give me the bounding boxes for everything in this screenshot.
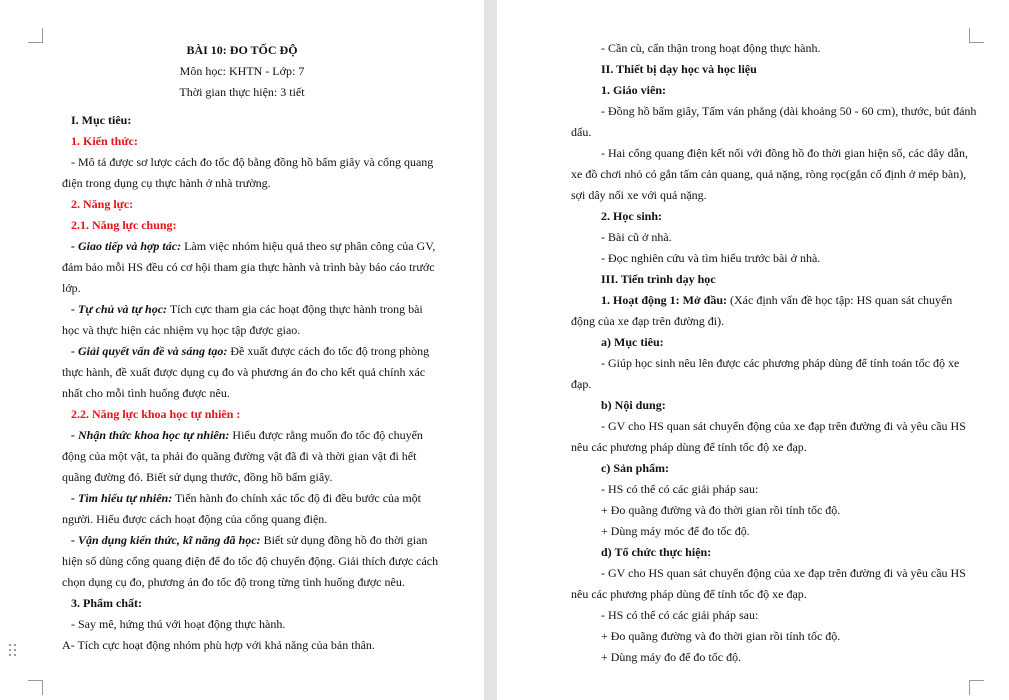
subheading: 2. Học sinh: bbox=[601, 209, 663, 223]
term-text: Tiến hành đo chính xác tốc độ đi đều bước của một bbox=[172, 491, 422, 505]
term-text: Tích cực tham gia các hoạt động thực hành trong bài bbox=[167, 302, 423, 316]
paragraph-line bbox=[601, 293, 952, 307]
paragraph-line bbox=[71, 533, 427, 547]
subject-line: Môn học: KHTN - Lớp: 7 bbox=[179, 64, 305, 78]
paragraph-line bbox=[71, 239, 435, 253]
paragraph-line bbox=[71, 344, 429, 358]
term-label: - Nhận thức khoa học tự nhiên: bbox=[71, 428, 230, 442]
term-label: - Giao tiếp và hợp tác: bbox=[71, 239, 182, 253]
activity-label: 1. Hoạt động 1: Mở đầu: bbox=[601, 293, 727, 307]
subheading: b) Nội dung: bbox=[601, 398, 666, 412]
paragraph-line: - GV cho HS quan sát chuyển động của xe đạp trên đường đi và yêu cầu HS bbox=[601, 419, 966, 433]
term-label: - Giải quyết vấn đề và sáng tạo: bbox=[71, 344, 228, 358]
paragraph-line: - Đọc nghiên cứu và tìm hiểu trước bài ở nhà. bbox=[601, 251, 821, 265]
margin-corner-mark bbox=[28, 28, 43, 43]
paragraph-line: - Say mê, hứng thú với hoạt động thực hành. bbox=[71, 617, 286, 631]
paragraph-line: điện trong dụng cụ thực hành ở nhà trường. bbox=[62, 176, 271, 190]
paragraph-line: thực hành, đề xuất được dụng cụ đo và phương án đo cho kết quả chính xác bbox=[62, 365, 426, 379]
paragraph-line: đảm bảo mỗi HS đều có cơ hội tham gia thực hành và trình bày báo cáo trước bbox=[62, 260, 435, 274]
paragraph-line: + Dùng máy đo để đo tốc độ. bbox=[601, 650, 742, 664]
term-label: - Tìm hiểu tự nhiên: bbox=[71, 491, 173, 505]
term-label: - Vận dụng kiến thức, kĩ năng đã học: bbox=[71, 533, 261, 547]
paragraph-line: + Đo quãng đường và đo thời gian rồi tính tốc độ. bbox=[601, 503, 841, 517]
paragraph-line: + Dùng máy móc để đo tốc độ. bbox=[601, 524, 750, 538]
paragraph-line: - Mô tả được sơ lược cách đo tốc độ bằng đồng hồ bấm giây và cổng quang bbox=[71, 155, 434, 169]
drag-handle-icon[interactable] bbox=[9, 644, 19, 660]
subheading: 1. Kiến thức: bbox=[71, 134, 138, 148]
paragraph-line: - HS có thể có các giải pháp sau: bbox=[601, 608, 759, 622]
paragraph-line: động của một vật, ta phải đo quãng đường vật đã đi và thời gian vật đi hết bbox=[62, 449, 417, 463]
term-text: Biết sử dụng đồng hồ đo thời gian bbox=[260, 533, 428, 547]
section-heading: II. Thiết bị dạy học và học liệu bbox=[601, 62, 757, 76]
subheading: a) Mục tiêu: bbox=[601, 335, 664, 349]
paragraph-line: lớp. bbox=[62, 281, 81, 295]
paragraph-line: động của xe đạp trên đường đi). bbox=[571, 314, 725, 328]
paragraph-line: hiện số dùng cổng quang điện để đo tốc độ chuyển động. Giải thích được cách bbox=[62, 554, 439, 568]
term-text: Hiểu được rằng muốn đo tốc độ chuyển bbox=[229, 428, 423, 442]
document-page-left bbox=[0, 0, 484, 700]
paragraph-line bbox=[71, 491, 421, 505]
paragraph-line: A- Tích cực hoạt động nhóm phù hợp với khả năng của bản thân. bbox=[62, 638, 375, 652]
paragraph-line: người. Hiểu được cách hoạt động của cổng quang điện. bbox=[62, 512, 328, 526]
subheading: d) Tổ chức thực hiện: bbox=[601, 545, 712, 559]
term-label: - Tự chủ và tự học: bbox=[71, 302, 168, 316]
subheading: 2. Năng lực: bbox=[71, 197, 134, 211]
paragraph-line: chọn dụng cụ đo, phương án đo tốc độ trong từng tình huống được nêu. bbox=[62, 575, 405, 589]
paragraph-line: nhất cho mỗi tình huống được nêu. bbox=[62, 386, 230, 400]
paragraph-line: + Đo quãng đường và đo thời gian rồi tính tốc độ. bbox=[601, 629, 841, 643]
paragraph-line: quãng đường đó. Biết sử dụng thước, đồng hồ bấm giây. bbox=[62, 470, 333, 484]
paragraph-line: xe đồ chơi nhỏ có gắn tấm cản quang, quả nặng, ròng rọc(gắn cố định ở mép bàn), bbox=[571, 167, 967, 181]
section-heading: I. Mục tiêu: bbox=[71, 113, 132, 127]
paragraph-line: - Hai cổng quang điện kết nối với đồng hồ đo thời gian hiện số, các dây dẫn, bbox=[601, 146, 968, 160]
paragraph-line: - Giúp học sinh nêu lên được các phương pháp dùng để tính toán tốc độ xe bbox=[601, 356, 960, 370]
subheading: c) Sản phẩm: bbox=[601, 461, 670, 475]
term-text: Làm việc nhóm hiệu quả theo sự phân công của GV, bbox=[181, 239, 436, 253]
lesson-title: BÀI 10: ĐO TỐC ĐỘ bbox=[186, 43, 298, 57]
section-heading: III. Tiến trình dạy học bbox=[601, 272, 716, 286]
term-text: Đề xuất được cách đo tốc độ trong phòng bbox=[227, 344, 430, 358]
paragraph-line: nêu các phương pháp dùng để tính tốc độ xe đạp. bbox=[571, 587, 807, 601]
paragraph-line: học và thực hiện các nhiệm vụ học tập được giao. bbox=[62, 323, 301, 337]
subheading: 3. Phẩm chất: bbox=[71, 596, 142, 610]
duration-line: Thời gian thực hiện: 3 tiết bbox=[179, 85, 305, 99]
margin-corner-mark bbox=[28, 680, 43, 695]
paragraph-line bbox=[71, 302, 423, 316]
paragraph-line bbox=[71, 428, 423, 442]
paragraph-line: - HS có thể có các giải pháp sau: bbox=[601, 482, 759, 496]
paragraph-line: - Đồng hồ bấm giây, Tấm ván phẳng (dài khoảng 50 - 60 cm), thước, bút đánh bbox=[601, 104, 977, 118]
page-gutter bbox=[484, 0, 497, 700]
paragraph-line: dấu. bbox=[571, 125, 592, 139]
paragraph-line: sợi dây nối xe với quả nặng. bbox=[571, 188, 707, 202]
document-page-right bbox=[497, 0, 1009, 700]
subheading: 2.1. Năng lực chung: bbox=[71, 218, 177, 232]
paragraph-line: nêu các phương pháp dùng để tính tốc độ xe đạp. bbox=[571, 440, 807, 454]
subheading: 1. Giáo viên: bbox=[601, 83, 666, 97]
paragraph-line: - Cần cù, cẩn thận trong hoạt động thực hành. bbox=[601, 41, 821, 55]
activity-text: (Xác định vấn đề học tập: HS quan sát chuyển bbox=[727, 293, 953, 307]
margin-corner-mark bbox=[969, 28, 984, 43]
paragraph-line: - Bài cũ ở nhà. bbox=[601, 230, 672, 244]
paragraph-line: - GV cho HS quan sát chuyển động của xe đạp trên đường đi và yêu cầu HS bbox=[601, 566, 966, 580]
subheading: 2.2. Năng lực khoa học tự nhiên : bbox=[71, 407, 241, 421]
margin-corner-mark bbox=[969, 680, 984, 695]
paragraph-line: đạp. bbox=[571, 377, 592, 391]
